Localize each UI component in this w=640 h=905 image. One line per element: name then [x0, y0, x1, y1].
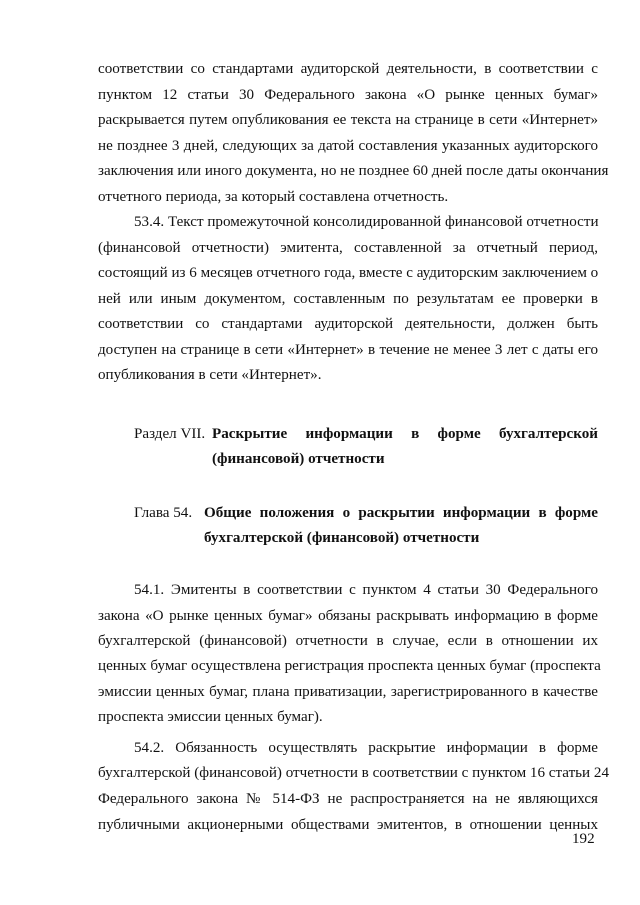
text-line: заключения или иного документа, но не позднее 60 дней после даты окончания: [98, 163, 609, 179]
text-line: публичными акционерными обществами эмитентов, в отношении ценных: [98, 817, 598, 833]
text-line: закона «О рынке ценных бумаг» обязаны раскрывать информацию в форме: [98, 608, 598, 624]
text-line: (финансовой отчетности) эмитента, составленной за отчетный период,: [98, 240, 598, 256]
text-line: не позднее 3 дней, следующих за датой составления указанных аудиторского: [98, 138, 598, 154]
text-line: бухгалтерской (финансовой) отчетности в случае, если в отношении их: [98, 633, 598, 649]
text-line: 54.2. Обязанность осуществлять раскрытие информации в форме: [134, 740, 598, 756]
text-line: раскрывается путем опубликования ее текста на странице в сети «Интернет»: [98, 112, 598, 128]
chapter-title-line: бухгалтерской (финансовой) отчетности: [204, 530, 480, 546]
text-line: пунктом 12 статьи 30 Федерального закона «О рынке ценных бумаг»: [98, 87, 598, 103]
text-line: ценных бумаг осуществлена регистрация проспекта ценных бумаг (проспекта: [98, 658, 601, 674]
text-line: отчетного периода, за который составлена отчетность.: [98, 189, 449, 205]
text-line: опубликования в сети «Интернет».: [98, 367, 322, 383]
section-label: Раздел VII.: [134, 426, 206, 442]
text-line: бухгалтерской (финансовой) отчетности в соответствии с пунктом 16 статьи 24: [98, 765, 609, 781]
chapter-title-line: Общие положения о раскрытии информации в форме: [204, 505, 598, 521]
text-line: 54.1. Эмитенты в соответствии с пунктом 4 статьи 30 Федерального: [134, 582, 598, 598]
text-line: Федерального закона № 514-ФЗ не распространяется на не являющихся: [98, 791, 598, 807]
page-number: 192: [572, 831, 595, 847]
section-title-line: Раскрытие информации в форме бухгалтерской: [212, 426, 598, 442]
text-line: доступен на странице в сети «Интернет» в течение не менее 3 лет с даты его: [98, 342, 598, 358]
text-line: ней или иным документом, составленным по результатам ее проверки в: [98, 291, 598, 307]
text-line: проспекта эмиссии ценных бумаг).: [98, 709, 323, 725]
text-line: эмиссии ценных бумаг, плана приватизации, зарегистрированного в качестве: [98, 684, 598, 700]
text-line: 53.4. Текст промежуточной консолидированной финансовой отчетности: [134, 214, 599, 230]
chapter-label: Глава 54.: [134, 505, 193, 521]
text-line: соответствии со стандартами аудиторской деятельности, должен быть: [98, 316, 598, 332]
section-title-line: (финансовой) отчетности: [212, 451, 385, 467]
text-line: состоящий из 6 месяцев отчетного года, вместе с аудиторским заключением о: [98, 265, 599, 281]
text-line: соответствии со стандартами аудиторской деятельности, в соответствии с: [98, 61, 598, 77]
